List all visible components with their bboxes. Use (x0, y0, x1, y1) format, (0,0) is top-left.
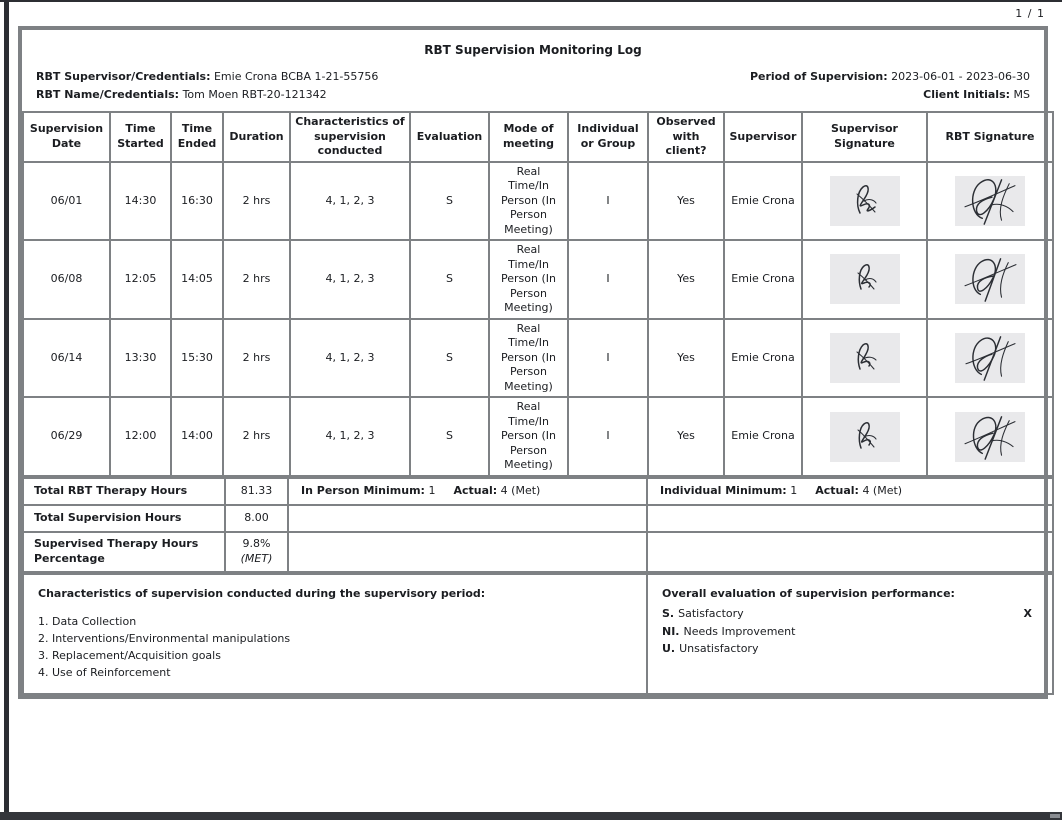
cell-time-started: 12:05 (110, 240, 171, 319)
cell-date: 06/14 (23, 319, 110, 398)
supervisor-credentials-value: Emie Crona BCBA 1-21-55756 (213, 70, 379, 83)
rbt-signature-icon (955, 254, 1025, 304)
individual-minimum-label: Individual Minimum: (660, 484, 787, 498)
supervisor-signature-icon (830, 254, 900, 304)
footer-section (22, 573, 1054, 696)
col-header-supervisor: Supervisor (724, 112, 802, 162)
empty-cell (288, 505, 647, 532)
cell-time-ended: 14:05 (171, 240, 223, 319)
cell-rbt-signature (927, 240, 1053, 319)
col-header-rbt-signature: RBT Signature (927, 112, 1053, 162)
cell-date: 06/29 (23, 397, 110, 476)
empty-cell (647, 532, 1053, 572)
total-rbt-therapy-hours-value: 81.33 (225, 478, 288, 505)
cell-duration: 2 hrs (223, 240, 290, 319)
cell-supervisor: Emie Crona (724, 240, 802, 319)
characteristics-legend (23, 574, 647, 695)
evaluation-legend (647, 574, 1053, 695)
rbt-signature-icon (955, 176, 1025, 226)
totals-row-therapy-hours (23, 478, 1053, 505)
cell-individual-or-group: I (568, 162, 648, 241)
supervisor-credentials-label: RBT Supervisor/Credentials: (36, 70, 211, 83)
col-header-time-started: Time Started (110, 112, 171, 162)
cell-observed: Yes (648, 319, 724, 398)
resize-handle[interactable] (1050, 814, 1060, 818)
cell-duration: 2 hrs (223, 162, 290, 241)
cell-duration: 2 hrs (223, 397, 290, 476)
cell-supervisor: Emie Crona (724, 162, 802, 241)
rbt-signature-icon (955, 412, 1025, 462)
characteristics-legend-title: Characteristics of supervision conducted during the supervisory period: (38, 586, 486, 600)
supervision-log-table (22, 111, 1054, 477)
rbt-credentials-value: Tom Moen RBT-20-121342 (182, 88, 327, 101)
cell-supervisor: Emie Crona (724, 397, 802, 476)
cell-date: 06/08 (23, 240, 110, 319)
in-person-actual-value: 4 (Met) (500, 484, 541, 498)
cell-mode: Real Time/In Person (In Person Meeting) (489, 240, 568, 319)
cell-mode: Real Time/In Person (In Person Meeting) (489, 397, 568, 476)
in-person-minimum-value: 1 (428, 484, 436, 498)
col-header-supervisor-signature: Supervisor Signature (802, 112, 927, 162)
col-header-time-ended: Time Ended (171, 112, 223, 162)
evaluation-selected-mark: X (1023, 607, 1032, 621)
evaluation-selected-mark (1032, 640, 1038, 658)
individual-minimum-value: 1 (790, 484, 798, 498)
table-row (23, 162, 1053, 241)
rbt-credentials-line (36, 86, 378, 104)
cell-characteristics: 4, 1, 2, 3 (290, 162, 410, 241)
window-border-bottom (0, 812, 1062, 820)
total-supervision-hours-label: Total Supervision Hours (23, 505, 225, 532)
cell-characteristics: 4, 1, 2, 3 (290, 319, 410, 398)
cell-rbt-signature (927, 162, 1053, 241)
characteristic-item: 1. Data Collection (38, 615, 137, 629)
supervisor-signature-icon (830, 176, 900, 226)
table-row (23, 319, 1053, 398)
cell-supervisor: Emie Crona (724, 319, 802, 398)
info-right (750, 68, 1030, 104)
document-title: RBT Supervision Monitoring Log (424, 43, 642, 57)
page-indicator: 1 / 1 (1015, 7, 1045, 20)
cell-observed: Yes (648, 240, 724, 319)
cell-rbt-signature (927, 397, 1053, 476)
total-rbt-therapy-hours-label: Total RBT Therapy Hours (23, 478, 225, 505)
period-line (750, 68, 1030, 86)
evaluation-selected-mark (1032, 623, 1038, 641)
totals-table (22, 477, 1054, 573)
supervised-percentage-value (225, 532, 288, 572)
percentage-value: 9.8% (242, 537, 271, 551)
window-border-top (0, 0, 1062, 2)
characteristic-item: 4. Use of Reinforcement (38, 666, 171, 680)
cell-duration: 2 hrs (223, 319, 290, 398)
cell-rbt-signature (927, 319, 1053, 398)
cell-time-started: 12:00 (110, 397, 171, 476)
evaluation-legend-title: Overall evaluation of supervision performance: (662, 586, 955, 600)
cell-supervisor-signature (802, 162, 927, 241)
evaluation-label: Unsatisfactory (679, 642, 759, 656)
cell-evaluation: S (410, 319, 489, 398)
client-initials-value: MS (1013, 88, 1030, 101)
individual-actual-value: 4 (Met) (862, 484, 903, 498)
cell-supervisor-signature (802, 319, 927, 398)
cell-time-started: 13:30 (110, 319, 171, 398)
evaluation-code: U. (662, 642, 676, 656)
evaluation-code: NI. (662, 624, 680, 638)
cell-evaluation: S (410, 397, 489, 476)
cell-date: 06/01 (23, 162, 110, 241)
evaluation-item-unsatisfactory (662, 640, 1038, 658)
cell-individual-or-group: I (568, 397, 648, 476)
percentage-met-note: (MET) (240, 551, 273, 565)
cell-supervisor-signature (802, 240, 927, 319)
cell-individual-or-group: I (568, 319, 648, 398)
in-person-minimum-cell (288, 478, 647, 505)
cell-time-started: 14:30 (110, 162, 171, 241)
in-person-minimum-label: In Person Minimum: (301, 484, 425, 498)
cell-time-ended: 16:30 (171, 162, 223, 241)
document-info (36, 68, 1030, 104)
client-initials-label: Client Initials: (923, 88, 1011, 101)
document-sheet (18, 26, 1048, 699)
col-header-evaluation: Evaluation (410, 112, 489, 162)
table-row (23, 397, 1053, 476)
cell-observed: Yes (648, 397, 724, 476)
cell-observed: Yes (648, 162, 724, 241)
col-header-mode: Mode of meeting (489, 112, 568, 162)
characteristic-item: 3. Replacement/Acquisition goals (38, 649, 221, 663)
rbt-signature-icon (955, 333, 1025, 383)
table-header-row (23, 112, 1053, 162)
col-header-supervision-date: Supervision Date (23, 112, 110, 162)
document-header (22, 30, 1044, 111)
supervised-percentage-label: Supervised Therapy Hours Percentage (23, 532, 225, 572)
evaluation-item-satisfactory (662, 605, 1038, 623)
cell-time-ended: 15:30 (171, 319, 223, 398)
info-left (36, 68, 378, 104)
cell-supervisor-signature (802, 397, 927, 476)
period-label: Period of Supervision: (749, 70, 888, 83)
evaluation-item-needs-improvement (662, 623, 1038, 641)
cell-time-ended: 14:00 (171, 397, 223, 476)
cell-evaluation: S (410, 240, 489, 319)
period-value: 2023-06-01 - 2023-06-30 (891, 70, 1030, 83)
supervisor-signature-icon (830, 333, 900, 383)
empty-cell (647, 505, 1053, 532)
characteristic-item: 2. Interventions/Environmental manipulations (38, 632, 291, 646)
total-supervision-hours-value: 8.00 (225, 505, 288, 532)
cell-mode: Real Time/In Person (In Person Meeting) (489, 162, 568, 241)
totals-row-supervision-hours (23, 505, 1053, 532)
col-header-characteristics: Characteristics of supervision conducted (290, 112, 410, 162)
cell-individual-or-group: I (568, 240, 648, 319)
individual-minimum-cell (647, 478, 1053, 505)
cell-characteristics: 4, 1, 2, 3 (290, 240, 410, 319)
client-initials-line (750, 86, 1030, 104)
col-header-individual-or-group: Individual or Group (568, 112, 648, 162)
evaluation-label: Satisfactory (678, 607, 744, 621)
cell-evaluation: S (410, 162, 489, 241)
col-header-duration: Duration (223, 112, 290, 162)
cell-mode: Real Time/In Person (In Person Meeting) (489, 319, 568, 398)
supervisor-credentials-line (36, 68, 378, 86)
window-border-left (4, 2, 9, 812)
table-row (23, 240, 1053, 319)
empty-cell (288, 532, 647, 572)
individual-actual-label: Actual: (815, 484, 859, 498)
col-header-observed: Observed with client? (648, 112, 724, 162)
rbt-credentials-label: RBT Name/Credentials: (36, 88, 180, 101)
totals-row-percentage (23, 532, 1053, 572)
evaluation-code: S. (662, 607, 675, 621)
in-person-actual-label: Actual: (453, 484, 498, 498)
supervisor-signature-icon (830, 412, 900, 462)
evaluation-label: Needs Improvement (683, 624, 796, 638)
cell-characteristics: 4, 1, 2, 3 (290, 397, 410, 476)
